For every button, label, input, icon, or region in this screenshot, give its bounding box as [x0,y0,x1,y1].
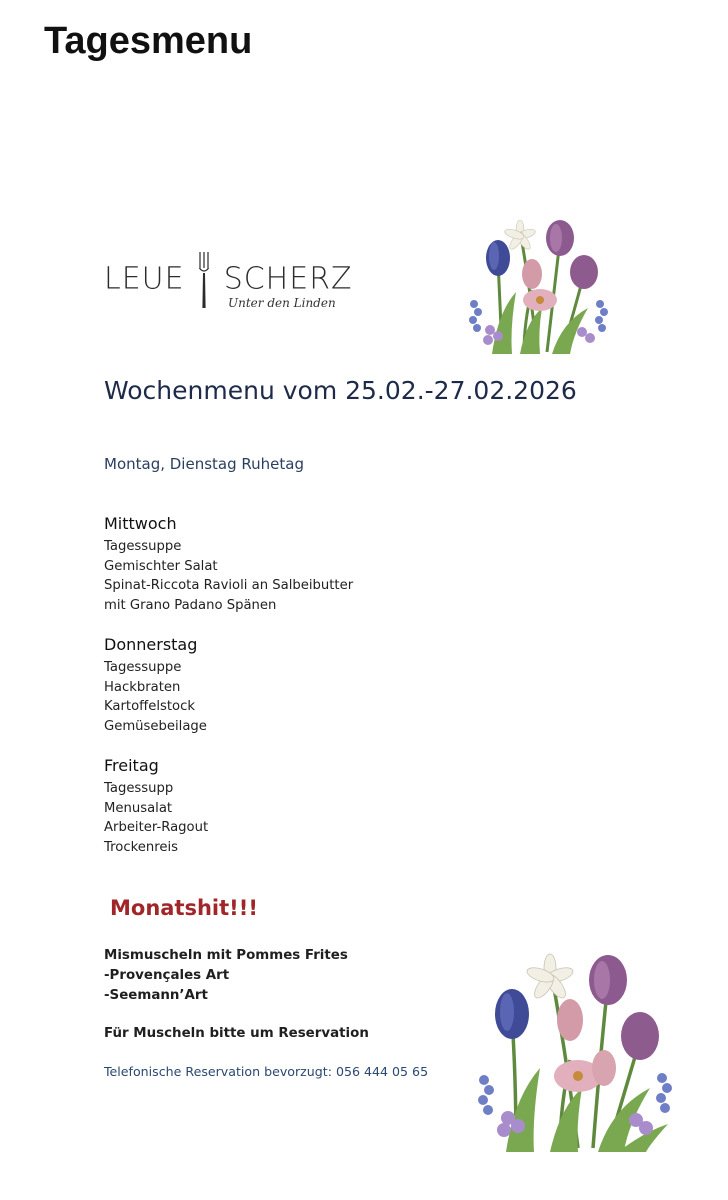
tulip-bouquet-icon [462,212,612,360]
special-dish-item: -Provençales Art [104,968,230,983]
tulip-bouquet-icon [468,948,678,1158]
dish-item: Gemüsebeilage [104,718,207,734]
day-section-friday [104,756,208,857]
dish-item: mit Grano Padano Spänen [104,597,277,613]
dish-list [104,658,207,736]
dish-item: Tagessuppe [104,539,182,554]
restaurant-logo [104,226,353,316]
special-section [104,946,348,1006]
special-dish-list [104,946,348,1006]
day-title: Mittwoch [104,514,177,533]
logo-right-word: SCHERZ [223,261,353,297]
dish-item: Arbeiter-Ragout [104,820,209,836]
dish-item: Gemischter Salat [104,558,218,574]
day-section-thursday [104,635,207,736]
dish-list [104,537,353,615]
day-section-wednesday [104,514,353,615]
dish-item: Kartoffelstock [104,699,196,715]
fork-icon [197,250,211,310]
closed-days-note: Montag, Dienstag Ruhetag [104,455,304,473]
phone-reservation-note: Telefonische Reservation bevorzugt: 056 444 05 65 [104,1064,429,1079]
dish-item: Hackbraten [104,679,181,695]
logo-left-word: LEUE [104,261,185,297]
logo-tagline: Unter den Linden [228,296,336,310]
dish-item: Trockenreis [104,839,178,855]
dish-item: Tagessupp [104,781,174,796]
day-title: Freitag [104,756,159,775]
week-headline: Wochenmenu vom 25.02.-27.02.2026 [104,376,577,405]
dish-item: Menusalat [104,800,173,816]
special-dish-item: -Seemann’Art [104,988,208,1003]
reservation-note: Für Muscheln bitte um Reservation [104,1026,369,1041]
special-dish-item: Mismuscheln mit Pommes Frites [104,948,348,963]
page-title: Tagesmenu [44,20,253,62]
dish-list [104,779,208,857]
special-title: Monatshit!!! [110,896,258,920]
dish-item: Tagessuppe [104,660,182,675]
dish-item: Spinat-Riccota Ravioli an Salbeibutter [104,578,354,594]
day-title: Donnerstag [104,635,198,654]
